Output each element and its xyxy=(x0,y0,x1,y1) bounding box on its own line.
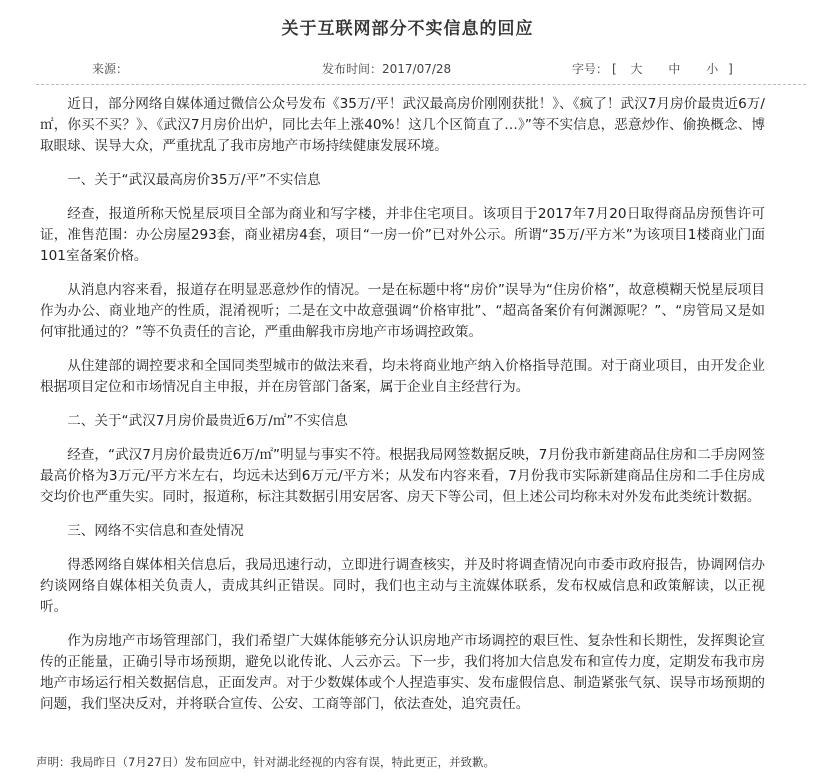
paragraph: 经查，报道所称天悦星辰项目全部为商业和写字楼，并非住宅项目。该项目于2017年7月20日取得商品房预售许可证，准售范围：办公房屋293套，商业裙房4套，项目“一房一价”已对外公示。所谓“35万/平方米”为该项目1楼商业门面101室备案价格。 xyxy=(40,206,765,264)
date-value: 2017/07/28 xyxy=(382,62,452,76)
publish-date xyxy=(322,60,451,77)
section-heading-2: 二、关于“武汉7月房价最贵近6万/㎡”不实信息 xyxy=(67,413,348,429)
article-body xyxy=(40,94,765,728)
article-meta xyxy=(0,50,815,74)
page-title: 关于互联网部分不实信息的回应 xyxy=(281,19,534,39)
font-size-small-link[interactable]: 小 xyxy=(706,62,719,76)
font-size-medium-link[interactable]: 中 xyxy=(668,62,681,76)
font-size-switcher xyxy=(572,60,733,77)
paragraph: 从消息内容来看，报道存在明显恶意炒作的情况。一是在标题中将“房价”误导为“住房价格”，故意模糊天悦星辰项目作为办公、商业地产的性质，混淆视听；二是在文中故意强调“价格审批”、“超高备案价有何渊源呢？”、“房管局又是如何审批通过的？”等不负责任的言论，严重曲解我市房地产市场调控政策。 xyxy=(40,282,765,340)
bracket-close: ] xyxy=(728,62,733,76)
paragraph: 经查，“武汉7月房价最贵近6万/㎡”明显与事实不符。根据我局网签数据反映，7月份我市新建商品住房和二手房网签最高价格为3万元/平方米左右，均远未达到6万元/平方米；从发布内容来看，7月份我市实际新建商品住房和二手住房成交均价也严重失实。同时，报道称，标注其数据引用安居客、房天下等公司，但上述公司均称未对外发布此类统计数据。 xyxy=(40,447,765,505)
source-label: 来源： xyxy=(92,62,129,76)
section-heading-3: 三、网络不实信息和查处情况 xyxy=(67,523,244,539)
section-heading-1: 一、关于“武汉最高房价35万/平”不实信息 xyxy=(67,172,321,188)
font-size-label: 字号： xyxy=(572,62,609,76)
paragraph: 作为房地产市场管理部门，我们希望广大媒体能够充分认识房地产市场调控的艰巨性、复杂性和长期性，发挥舆论宣传的正能量，正确引导市场预期，避免以讹传讹、人云亦云。下一步，我们将加大信息发布和宣传力度，定期发布我市房地产市场运行相关数据信息，正面发声。对于少数媒体或个人捏造事实、发布虚假信息、制造紧张气氛、误导市场预期的问题，我们坚决反对，并将联合宣传、公安、工商等部门，依法查处，追究责任。 xyxy=(40,633,765,712)
paragraph: 从住建部的调控要求和全国同类型城市的做法来看，均未将商业地产纳入价格指导范围。对于商业项目，由开发企业根据项目定位和市场情况自主申报，并在房管部门备案，属于企业自主经营行为。 xyxy=(40,358,765,395)
date-label: 发布时间： xyxy=(322,62,383,76)
statement-note: 声明：我局昨日（7月27日）发布回应中，针对湖北经视的内容有误，特此更正，并致歉。 xyxy=(36,755,495,769)
paragraph: 得悉网络自媒体相关信息后，我局迅速行动，立即进行调查核实，并及时将调查情况向市委市政府报告，协调网信办约谈网络自媒体相关负责人，责成其纠正错误。同时，我们也主动与主流媒体联系，发布权威信息和政策解读，以正视听。 xyxy=(40,557,765,615)
paragraph-intro: 近日，部分网络自媒体通过微信公众号发布《35万/平！武汉最高房价刚刚获批！》、《疯了！武汉7月房价最贵近6万/㎡，你买不买？》、《武汉7月房价出炉，同比去年上涨40%！这几个区简直了…》”等不实信息，恶意炒作、偷换概念、博取眼球、误导大众，严重扰乱了我市房地产市场持续健康发展环境。 xyxy=(40,96,765,154)
bracket-open: [ xyxy=(612,62,617,76)
header-divider xyxy=(36,84,806,85)
font-size-large-link[interactable]: 大 xyxy=(630,62,643,76)
